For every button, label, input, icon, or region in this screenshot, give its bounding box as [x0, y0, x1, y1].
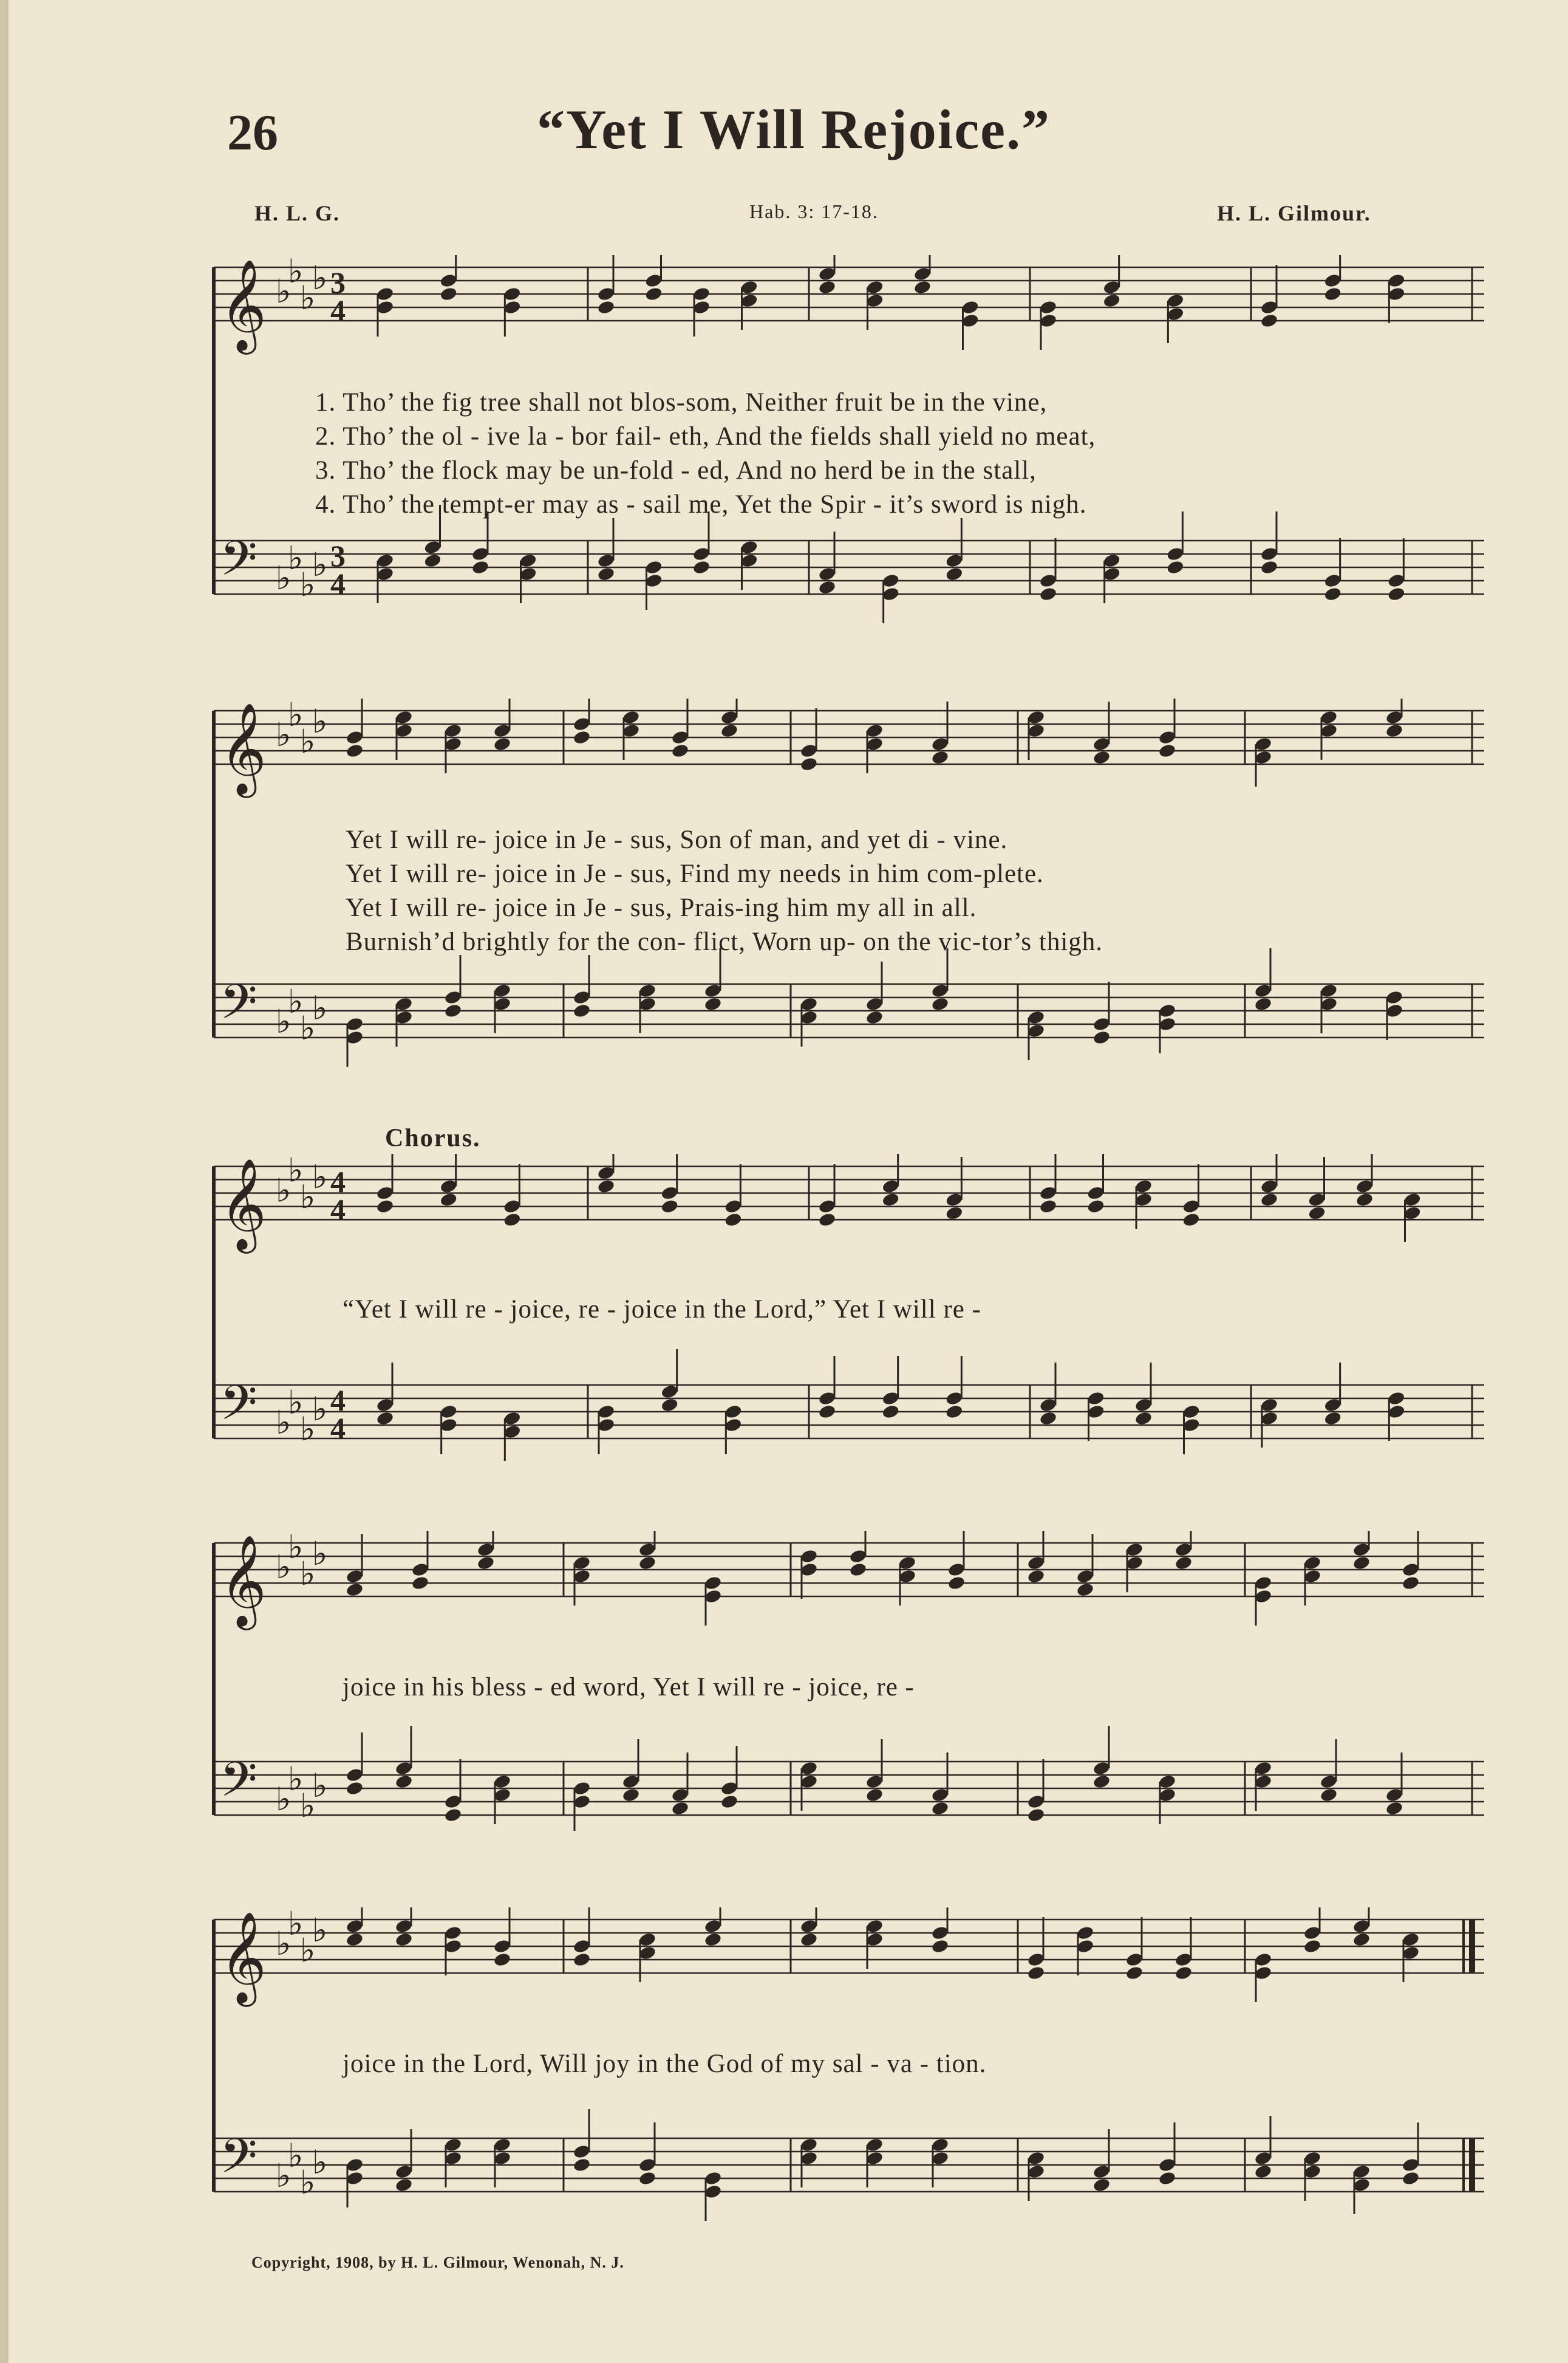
flat-sign-icon: ♭ [276, 1002, 291, 1041]
hymn-title: “Yet I Will Rejoice.” [537, 98, 1051, 160]
note-head [1254, 2164, 1273, 2180]
flat-sign-icon: ♭ [300, 1410, 316, 1448]
flat-sign-icon: ♭ [288, 1760, 304, 1798]
note-head [671, 743, 690, 759]
note-head [1027, 1965, 1046, 1981]
verse-1-line: 1. Tho’ the fig tree shall not blos-som, Neither fruit be in the vine, [315, 388, 1048, 417]
flat-sign-icon: ♭ [276, 1548, 291, 1586]
note-head [1076, 1582, 1095, 1598]
flat-sign-icon: ♭ [300, 2163, 316, 2201]
note-head [597, 566, 616, 582]
note-head [597, 1178, 616, 1194]
time-signature-numerator: 3 [330, 539, 346, 573]
chorus-line-3: joice in the Lord, Will joy in the God of my sal - va - tion. [343, 2050, 987, 2078]
flat-sign-icon: ♭ [288, 982, 304, 1021]
note-head [913, 279, 932, 295]
chorus-line-1: “Yet I will re - joice, re - joice in the Lord,” Yet I will re - [343, 1295, 981, 1324]
note-head [644, 286, 663, 302]
note-head [395, 1932, 414, 1948]
note-head [1182, 1212, 1201, 1228]
flat-sign-icon: ♭ [276, 559, 291, 597]
flat-sign-icon: ♭ [312, 989, 328, 1027]
note-head [1092, 2177, 1111, 2193]
scripture-reference: Hab. 3: 17-18. [749, 200, 879, 222]
time-signature-denominator: 4 [330, 1192, 346, 1226]
bass-clef-icon: 𝄢 [220, 974, 257, 1042]
note-head [1174, 1965, 1193, 1981]
note-head [1402, 1575, 1420, 1591]
note-head [1260, 313, 1279, 329]
note-head [1352, 1932, 1371, 1948]
note-head [724, 1212, 743, 1228]
flat-sign-icon: ♭ [312, 1158, 328, 1196]
flat-sign-icon: ♭ [300, 279, 316, 317]
treble-clef-icon: 𝄞 [220, 1534, 267, 1626]
flat-sign-icon: ♭ [312, 1911, 328, 1949]
flat-sign-icon: ♭ [276, 1924, 291, 1963]
note-head [622, 1787, 641, 1803]
note-head [1323, 1411, 1342, 1426]
flat-sign-icon: ♭ [312, 1766, 328, 1805]
note-head [1039, 1411, 1058, 1426]
note-head [573, 1952, 591, 1968]
flat-sign-icon: ♭ [312, 259, 328, 297]
flat-sign-icon: ♭ [312, 545, 328, 584]
note-head [1174, 1555, 1193, 1571]
composer-credit: H. L. Gilmour. [1217, 201, 1371, 225]
note-head [931, 750, 950, 765]
note-head [720, 723, 739, 739]
note-head [947, 1575, 966, 1591]
note-head [444, 1003, 463, 1019]
note-head [1158, 2170, 1177, 2186]
flat-sign-icon: ♭ [288, 1154, 304, 1189]
bass-clef-icon: 𝄢 [220, 530, 257, 598]
flat-sign-icon: ♭ [288, 2136, 304, 2175]
note-head [493, 1952, 512, 1968]
note-head [376, 1199, 395, 1214]
flat-sign-icon: ♭ [300, 1178, 316, 1216]
note-head [346, 1932, 364, 1948]
note-head [945, 1205, 964, 1221]
note-head [346, 1582, 364, 1598]
note-head [945, 1404, 964, 1420]
note-head [1387, 586, 1406, 602]
note-head [692, 559, 711, 575]
note-head [423, 553, 442, 569]
copyright-notice: Copyright, 1908, by H. L. Gilmour, Wenonah, N. J. [251, 2254, 624, 2271]
verse-4-ending: Burnish’d brightly for the con- flict, Worn up- on the vic-tor’s thigh. [346, 928, 1103, 956]
note-head [1323, 586, 1342, 602]
verse-2-line: 2. Tho’ the ol - ive la - bor fail- eth, And the fields shall yield no meat, [315, 422, 1096, 451]
note-head [865, 1010, 884, 1025]
flat-sign-icon: ♭ [312, 2143, 328, 2181]
note-head [638, 2170, 657, 2186]
flat-sign-icon: ♭ [300, 1009, 316, 1047]
note-head [444, 1807, 463, 1823]
flat-sign-icon: ♭ [276, 1403, 291, 1441]
note-head [573, 1003, 591, 1019]
note-head [931, 996, 950, 1012]
flat-sign-icon: ♭ [276, 1780, 291, 1818]
note-head [1092, 1030, 1111, 1045]
bass-clef-icon: 𝄢 [220, 2128, 257, 2196]
time-signature-denominator: 4 [330, 1411, 346, 1445]
note-head [704, 1932, 723, 1948]
note-head [471, 559, 490, 575]
note-head [945, 566, 964, 582]
treble-clef-icon: 𝄞 [220, 702, 267, 794]
note-head [881, 1192, 900, 1208]
note-head [1125, 1965, 1144, 1981]
note-head [1027, 1568, 1046, 1584]
verse-3-line: 3. Tho’ the flock may be un-fold - ed, And no herd be in the stall, [315, 456, 1037, 485]
note-head [1092, 1774, 1111, 1790]
note-head [573, 2157, 591, 2173]
flat-sign-icon: ♭ [276, 2156, 291, 2195]
note-head [395, 1774, 414, 1790]
bass-clef-icon: 𝄢 [220, 1751, 257, 1819]
note-head [395, 2177, 414, 2193]
note-head [439, 286, 458, 302]
note-head [1320, 1787, 1338, 1803]
verse-4-line: 4. Tho’ the tempt-er may as - sail me, Yet the Spir - it’s sword is nigh. [315, 490, 1087, 519]
note-head [660, 1397, 679, 1413]
chorus-line-2: joice in his bless - ed word, Yet I will re - joice, re - [343, 1673, 915, 1701]
flat-sign-icon: ♭ [300, 566, 316, 604]
treble-clef-icon: 𝄞 [220, 258, 267, 351]
note-head [597, 299, 616, 315]
flat-sign-icon: ♭ [300, 1554, 316, 1593]
note-head [1158, 743, 1177, 759]
flat-sign-icon: ♭ [276, 272, 291, 310]
chorus-label: Chorus. [385, 1124, 481, 1152]
time-signature-numerator: 4 [330, 1164, 346, 1199]
time-signature-denominator: 4 [330, 567, 346, 601]
note-head [1260, 559, 1279, 575]
time-signature-denominator: 4 [330, 293, 346, 327]
lyricist-credit: H. L. G. [254, 201, 341, 225]
note-head [1355, 1192, 1374, 1208]
note-head [800, 1932, 819, 1948]
note-head [346, 743, 364, 759]
flat-sign-icon: ♭ [288, 1907, 304, 1943]
verse-1-ending: Yet I will re- joice in Je - sus, Son of man, and yet di - vine. [346, 826, 1008, 854]
time-signature-numerator: 4 [330, 1383, 346, 1417]
verse-3-ending: Yet I will re- joice in Je - sus, Prais-ing him my all in all. [346, 894, 977, 922]
flat-sign-icon: ♭ [288, 1531, 304, 1566]
verse-2-ending: Yet I will re- joice in Je - sus, Find my needs in him com-plete. [346, 860, 1044, 888]
flat-sign-icon: ♭ [300, 1931, 316, 1969]
note-head [1307, 1205, 1326, 1221]
flat-sign-icon: ♭ [300, 722, 316, 761]
note-head [704, 996, 723, 1012]
note-head [1260, 1192, 1279, 1208]
note-head [1039, 586, 1058, 602]
flat-sign-icon: ♭ [288, 255, 304, 290]
note-head [1027, 1807, 1046, 1823]
note-head [1166, 559, 1185, 575]
note-head [1303, 1938, 1322, 1954]
note-head [671, 1800, 690, 1816]
note-head [818, 1212, 837, 1228]
note-head [660, 1199, 679, 1214]
note-head [477, 1555, 496, 1571]
note-head [503, 1212, 522, 1228]
note-head [1385, 1800, 1404, 1816]
flat-sign-icon: ♭ [288, 1383, 304, 1421]
note-head [1039, 1199, 1058, 1214]
note-head [1134, 1411, 1153, 1426]
note-head [376, 1411, 395, 1426]
note-head [881, 1404, 900, 1420]
treble-clef-icon: 𝄞 [220, 1910, 267, 2003]
treble-clef-icon: 𝄞 [220, 1157, 267, 1250]
note-head [1092, 750, 1111, 765]
flat-sign-icon: ♭ [312, 1390, 328, 1428]
note-head [1352, 1555, 1371, 1571]
note-head [573, 730, 591, 745]
note-head [931, 1800, 950, 1816]
bass-clef-icon: 𝄢 [220, 1375, 257, 1443]
flat-sign-icon: ♭ [276, 1171, 291, 1209]
note-head [818, 580, 837, 595]
note-head [720, 1794, 739, 1810]
note-head [931, 1938, 950, 1954]
note-head [346, 1780, 364, 1796]
note-head [1323, 286, 1342, 302]
note-head [1402, 2170, 1420, 2186]
note-head [1254, 996, 1273, 1012]
flat-sign-icon: ♭ [276, 716, 291, 754]
note-head [493, 736, 512, 752]
note-head [818, 279, 837, 295]
flat-sign-icon: ♭ [312, 702, 328, 740]
flat-sign-icon: ♭ [288, 699, 304, 734]
note-head [1385, 723, 1404, 739]
note-head [849, 1562, 868, 1578]
note-head [1086, 1199, 1105, 1214]
time-signature-numerator: 3 [330, 265, 346, 299]
flat-sign-icon: ♭ [300, 1787, 316, 1825]
note-head [638, 1555, 657, 1571]
flat-sign-icon: ♭ [312, 1534, 328, 1573]
note-head [1102, 293, 1121, 309]
note-head [818, 1404, 837, 1420]
page-number: 26 [227, 104, 278, 161]
note-head [800, 756, 819, 772]
note-head [411, 1575, 430, 1591]
flat-sign-icon: ♭ [288, 539, 304, 577]
note-head [439, 1192, 458, 1208]
note-head [865, 1787, 884, 1803]
